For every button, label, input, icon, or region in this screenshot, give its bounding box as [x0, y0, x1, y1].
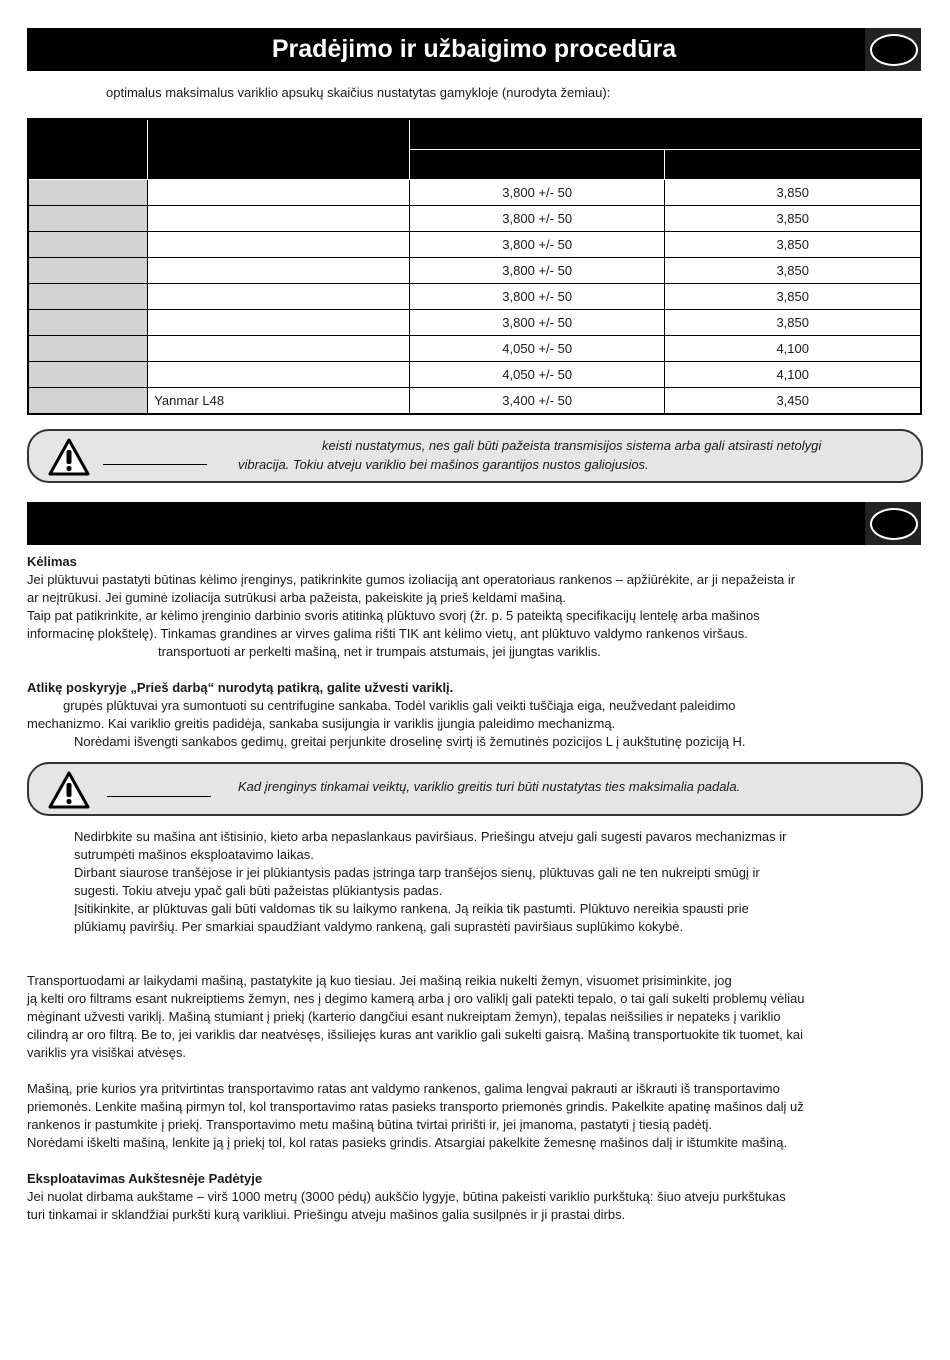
model-cell	[148, 336, 410, 362]
section-header-start-stop	[27, 28, 921, 71]
rpm-set-cell: 3,800 +/- 50	[409, 284, 665, 310]
operation-text: Nedirbkite su mašina ant ištisinio, kieto arba nepaslankaus paviršiaus. Priešingu atveju gali sugesti pavaros mechanizmas ir	[74, 829, 787, 844]
lifting-heading: Kėlimas	[27, 554, 77, 569]
operation-text: sugesti. Tokiu atveju ypač gali būti pažeistas plūkiantysis padas.	[74, 883, 443, 898]
table-row	[28, 258, 921, 284]
table-header-cell	[665, 150, 921, 180]
lifting-text: Jei plūktuvui pastatyti būtinas kėlimo įrenginys, patikrinkite gumos izoliaciją ant operatoriaus rankenos – apžiūrėkite, ar ji nepažeista ir	[27, 572, 796, 587]
rpm-set-cell: 3,800 +/- 50	[409, 232, 665, 258]
table-row	[28, 388, 921, 415]
model-cell	[148, 232, 410, 258]
transport-text: Transportuodami ar laikydami mašiną, pastatykite ją kuo tiesiau. Jei mašiną reikia nukelti žemyn, visuomet prisiminkite, jog	[27, 973, 732, 988]
rpm-set-cell: 3,400 +/- 50	[409, 388, 665, 415]
operation-text: Įsitikinkite, ar plūktuvas gali būti valdomas tik su laikymo rankena. Ją reikia tik pastumti. Plūktuvo nereikia spausti prie	[74, 901, 749, 916]
lifting-text: transportuoti ar perkelti mašiną, net ir trumpais atstumais, jei įjungtas variklis.	[158, 644, 601, 659]
table-row	[28, 206, 921, 232]
altitude-text: Jei nuolat dirbama aukštame – virš 1000 metrų (3000 pėdų) aukščio lygyje, būtina pakeisti variklio purkštuką: šiuo atveju purkštukas	[27, 1189, 786, 1204]
model-cell	[148, 180, 410, 206]
rpm-max-cell: 4,100	[665, 336, 921, 362]
intro-text: optimalus maksimalus variklio apsukų skaičius nustatytas gamykloje (nurodyta žemiau):	[106, 85, 611, 100]
operation-text: Dirbant siaurose tranšėjose ir jei plūkiantysis padas įstringa tarp tranšėjos sienų, plūktuvas gali ne ten nukreipti smūgį ir	[74, 865, 760, 880]
rpm-set-cell: 3,800 +/- 50	[409, 180, 665, 206]
model-cell	[148, 362, 410, 388]
language-oval-icon	[870, 34, 918, 66]
language-oval-icon	[870, 508, 918, 540]
rpm-set-cell: 3,800 +/- 50	[409, 258, 665, 284]
table-header-cell	[409, 150, 665, 180]
rpm-set-cell: 4,050 +/- 50	[409, 336, 665, 362]
start-heading: Atlikę poskyryje „Prieš darbą“ nurodytą patikrą, galite užvesti variklį.	[27, 680, 454, 695]
lifting-text: informacinę plokštelę). Tinkamas grandines ar virves galima rišti TIK ant kėlimo vietų, ant plūktuvo valdymo rankenos viršaus.	[27, 626, 748, 641]
warning-box	[27, 762, 923, 816]
rpm-max-cell: 3,850	[665, 180, 921, 206]
warning-box	[27, 429, 923, 483]
rpm-set-cell: 3,800 +/- 50	[409, 310, 665, 336]
rpm-max-cell: 3,850	[665, 206, 921, 232]
start-text: Norėdami išvengti sankabos gedimų, greitai perjunkite droselinę svirtį iš žemutinės pozicijos L į aukštutinę poziciją H.	[74, 734, 746, 749]
transport-text: variklis yra visiškai atvėsęs.	[27, 1045, 186, 1060]
blank-underline	[107, 796, 211, 797]
operation-text: sutrumpėti mašinos eksploatavimo laikas.	[74, 847, 314, 862]
warning-text-line2: vibracija. Tokiu atveju variklio bei mašinos garantijos nustos galiojusios.	[238, 457, 649, 472]
rpm-set-cell: 3,800 +/- 50	[409, 206, 665, 232]
model-cell	[148, 284, 410, 310]
warning-text: Kad įrenginys tinkamai veiktų, variklio greitis turi būti nustatytas ties maksimalia padala.	[238, 779, 741, 794]
table-header-cell	[28, 119, 148, 180]
table-row	[28, 336, 921, 362]
rpm-max-cell: 3,850	[665, 258, 921, 284]
table-row	[28, 232, 921, 258]
table-row	[28, 362, 921, 388]
section-header-blank	[27, 502, 921, 545]
rpm-max-cell: 3,850	[665, 310, 921, 336]
table-row	[28, 310, 921, 336]
blank-underline	[103, 464, 207, 465]
lifting-text: ar neįtrūkusi. Jei guminė izoliacija sutrūkusi arba pažeista, pakeiskite ją prieš keldami mašiną.	[27, 590, 567, 605]
rpm-table	[27, 118, 922, 415]
transport-wheel-text: Norėdami iškelti mašiną, lenkite ją į priekį tol, kol ratas pasieks grindis. Atsargiai pakelkite žemesnę mašinos dalį ir ištumkite mašiną.	[27, 1135, 788, 1150]
transport-wheel-text: Mašiną, prie kurios yra pritvirtintas transportavimo ratas ant valdymo rankenos, galima lengvai pakrauti ar iškrauti iš transportavimo	[27, 1081, 780, 1096]
table-row	[28, 180, 921, 206]
rpm-set-cell: 4,050 +/- 50	[409, 362, 665, 388]
transport-wheel-text: rankenos ir pastumkite į priekį. Transportavimo metu mašiną būtina tvirtai pririšti ir, jei įmanoma, pastatyti į tiesią padėtį.	[27, 1117, 712, 1132]
altitude-text: turi tinkamai ir sklandžiai purkšti kurą varikliui. Priešingu atveju mašinos galia susilpnės ir ji prastai dirbs.	[27, 1207, 626, 1222]
section-title: Pradėjimo ir užbaigimo procedūra	[271, 35, 677, 63]
transport-text: ją kelti oro filtrams esant nukreiptiems žemyn, nes į degimo kamerą arba į oro valiklį gali patekti tepalo, o tai gali sukelti problemų vėliau	[27, 991, 805, 1006]
warning-triangle-icon	[47, 770, 91, 810]
start-text: grupės plūktuvai yra sumontuoti su centrifugine sankaba. Todėl variklis gali veikti tuščiąja eiga, neužvedant paleidimo	[63, 698, 736, 713]
language-badge	[865, 502, 921, 545]
transport-text: mėginant užvesti variklį. Mašiną stumiant į priekį (karterio dangčiui esant nukreiptam žemyn), tepalas neišsilies ir nepateks į variklio	[27, 1009, 781, 1024]
model-cell	[148, 206, 410, 232]
start-text: mechanizmo. Kai variklio greitis padidėja, sankaba susijungia ir variklis įjungia paleidimo mechanizmą.	[27, 716, 616, 731]
rpm-max-cell: 3,850	[665, 284, 921, 310]
table-header-row	[28, 119, 921, 150]
transport-wheel-text: priemonės. Lenkite mašiną pirmyn tol, kol transportavimo ratas pasieks transporto priemonės grindis. Pakelkite apatinę mašinos dalį už	[27, 1099, 804, 1114]
model-cell	[148, 310, 410, 336]
table-header-cell	[409, 119, 921, 150]
model-cell	[148, 258, 410, 284]
rpm-max-cell: 3,450	[665, 388, 921, 415]
operation-text: plūkiamų paviršių. Per smarkiai spaudžiant valdymo rankeną, gali suprastėti paviršiaus suplūkimo kokybė.	[74, 919, 684, 934]
language-badge	[865, 28, 921, 71]
table-row	[28, 284, 921, 310]
model-cell: Yanmar L48	[148, 388, 410, 415]
transport-text: cilindrą ar oro filtrą. Be to, jei variklis dar neatvėsęs, išsiliejęs kuras ant variklio gali sukelti gaisrą. Mašiną transportuokite tik tuomet, kai	[27, 1027, 803, 1042]
warning-triangle-icon	[47, 437, 91, 477]
lifting-text: Taip pat patikrinkite, ar kėlimo įrenginio darbinio svoris atitinką plūktuvo svorį (žr. p. 5 pateiktą specifikacijų lentelę arba mašinos	[27, 608, 760, 623]
warning-text-line1: keisti nustatymus, nes gali būti pažeista transmisijos sistema arba gali atsirasti netolygi	[322, 438, 822, 453]
table-header-cell	[148, 119, 410, 180]
altitude-heading: Eksploatavimas Aukštesnėje Padėtyje	[27, 1171, 263, 1186]
rpm-max-cell: 4,100	[665, 362, 921, 388]
rpm-max-cell: 3,850	[665, 232, 921, 258]
